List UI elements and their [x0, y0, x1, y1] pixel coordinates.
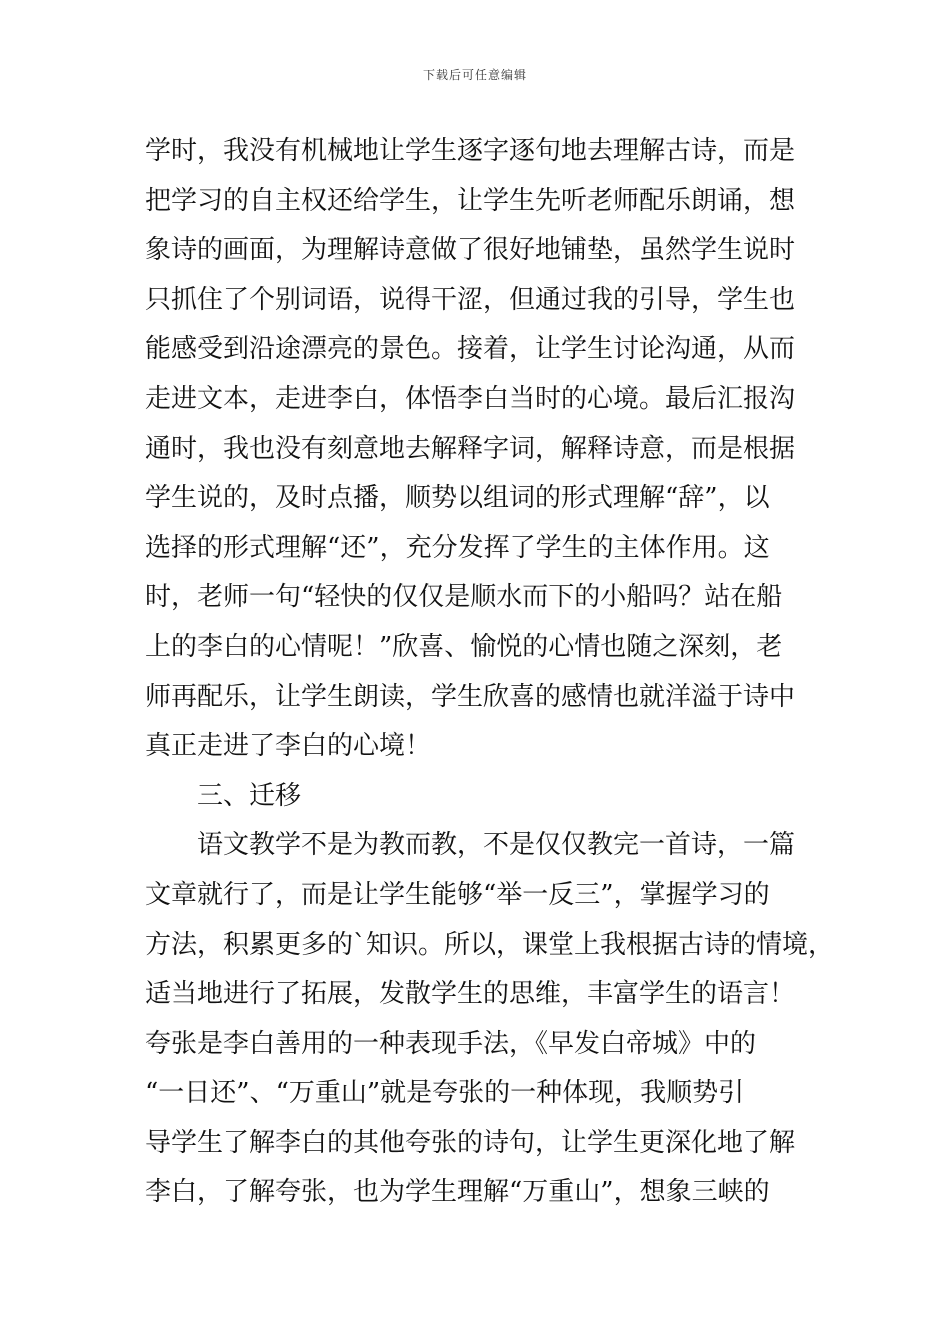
text-line: 通时，我也没有刻意地去解释字词，解释诗意，而是根据	[145, 433, 796, 464]
text-line: 把学习的自主权还给学生，让学生先听老师配乐朗诵，想	[145, 185, 796, 216]
text-line: 真正走进了李白的心境！	[145, 731, 432, 762]
text-line: “一日还”、“万重山”就是夸张的一种体现，我顺势引	[145, 1078, 745, 1109]
text-line: 学时，我没有机械地让学生逐字逐句地去理解古诗，而是	[145, 136, 796, 166]
text-line: 象诗的画面，为理解诗意做了很好地铺垫，虽然学生说时	[145, 235, 796, 266]
text-line: 李白，了解夸张，也为学生理解“万重山”，想象三峡的	[145, 1177, 770, 1208]
section-heading: 三、迁移	[197, 780, 302, 811]
text-line: 走进文本，走进李白，体悟李白当时的心境。最后汇报沟	[145, 383, 796, 414]
text-line: 导学生了解李白的其他夸张的诗句，让学生更深化地了解	[145, 1127, 796, 1158]
text-line: 只抓住了个别词语，说得干涩，但通过我的引导，学生也	[145, 284, 796, 315]
text-line: 师再配乐，让学生朗读，学生欣喜的感情也就洋溢于诗中	[145, 681, 796, 712]
text-line: 学生说的，及时点播，顺势以组词的形式理解“辞”，以	[145, 483, 770, 514]
text-line: 能感受到沿途漂亮的景色。接着，让学生讨论沟通，从而	[145, 334, 796, 365]
document-body	[145, 127, 835, 1218]
paragraph-start-line: 语文教学不是为教而教，不是仅仅教完一首诗，一篇	[197, 830, 796, 861]
text-line: 选择的形式理解“还”，充分发挥了学生的主体作用。这	[145, 532, 770, 563]
text-line: 上的李白的心情呢！”欣喜、愉悦的心情也随之深刻，老	[145, 631, 783, 662]
text-line: 文章就行了，而是让学生能够“举一反三”，掌握学习的	[145, 879, 770, 910]
text-line: 时，老师一句“轻快的仅仅是顺水而下的小船吗？站在船	[145, 582, 783, 613]
page-header: 下载后可任意编辑	[422, 68, 527, 82]
text-line: 夸张是李白善用的一种表现手法，《早发白帝城》中的	[145, 1028, 757, 1059]
text-line: 适当地进行了拓展，发散学生的思维，丰富学生的语言！	[145, 979, 796, 1010]
text-line: 方法，积累更多的`知识。所以，课堂上我根据古诗的情境，	[145, 929, 835, 960]
